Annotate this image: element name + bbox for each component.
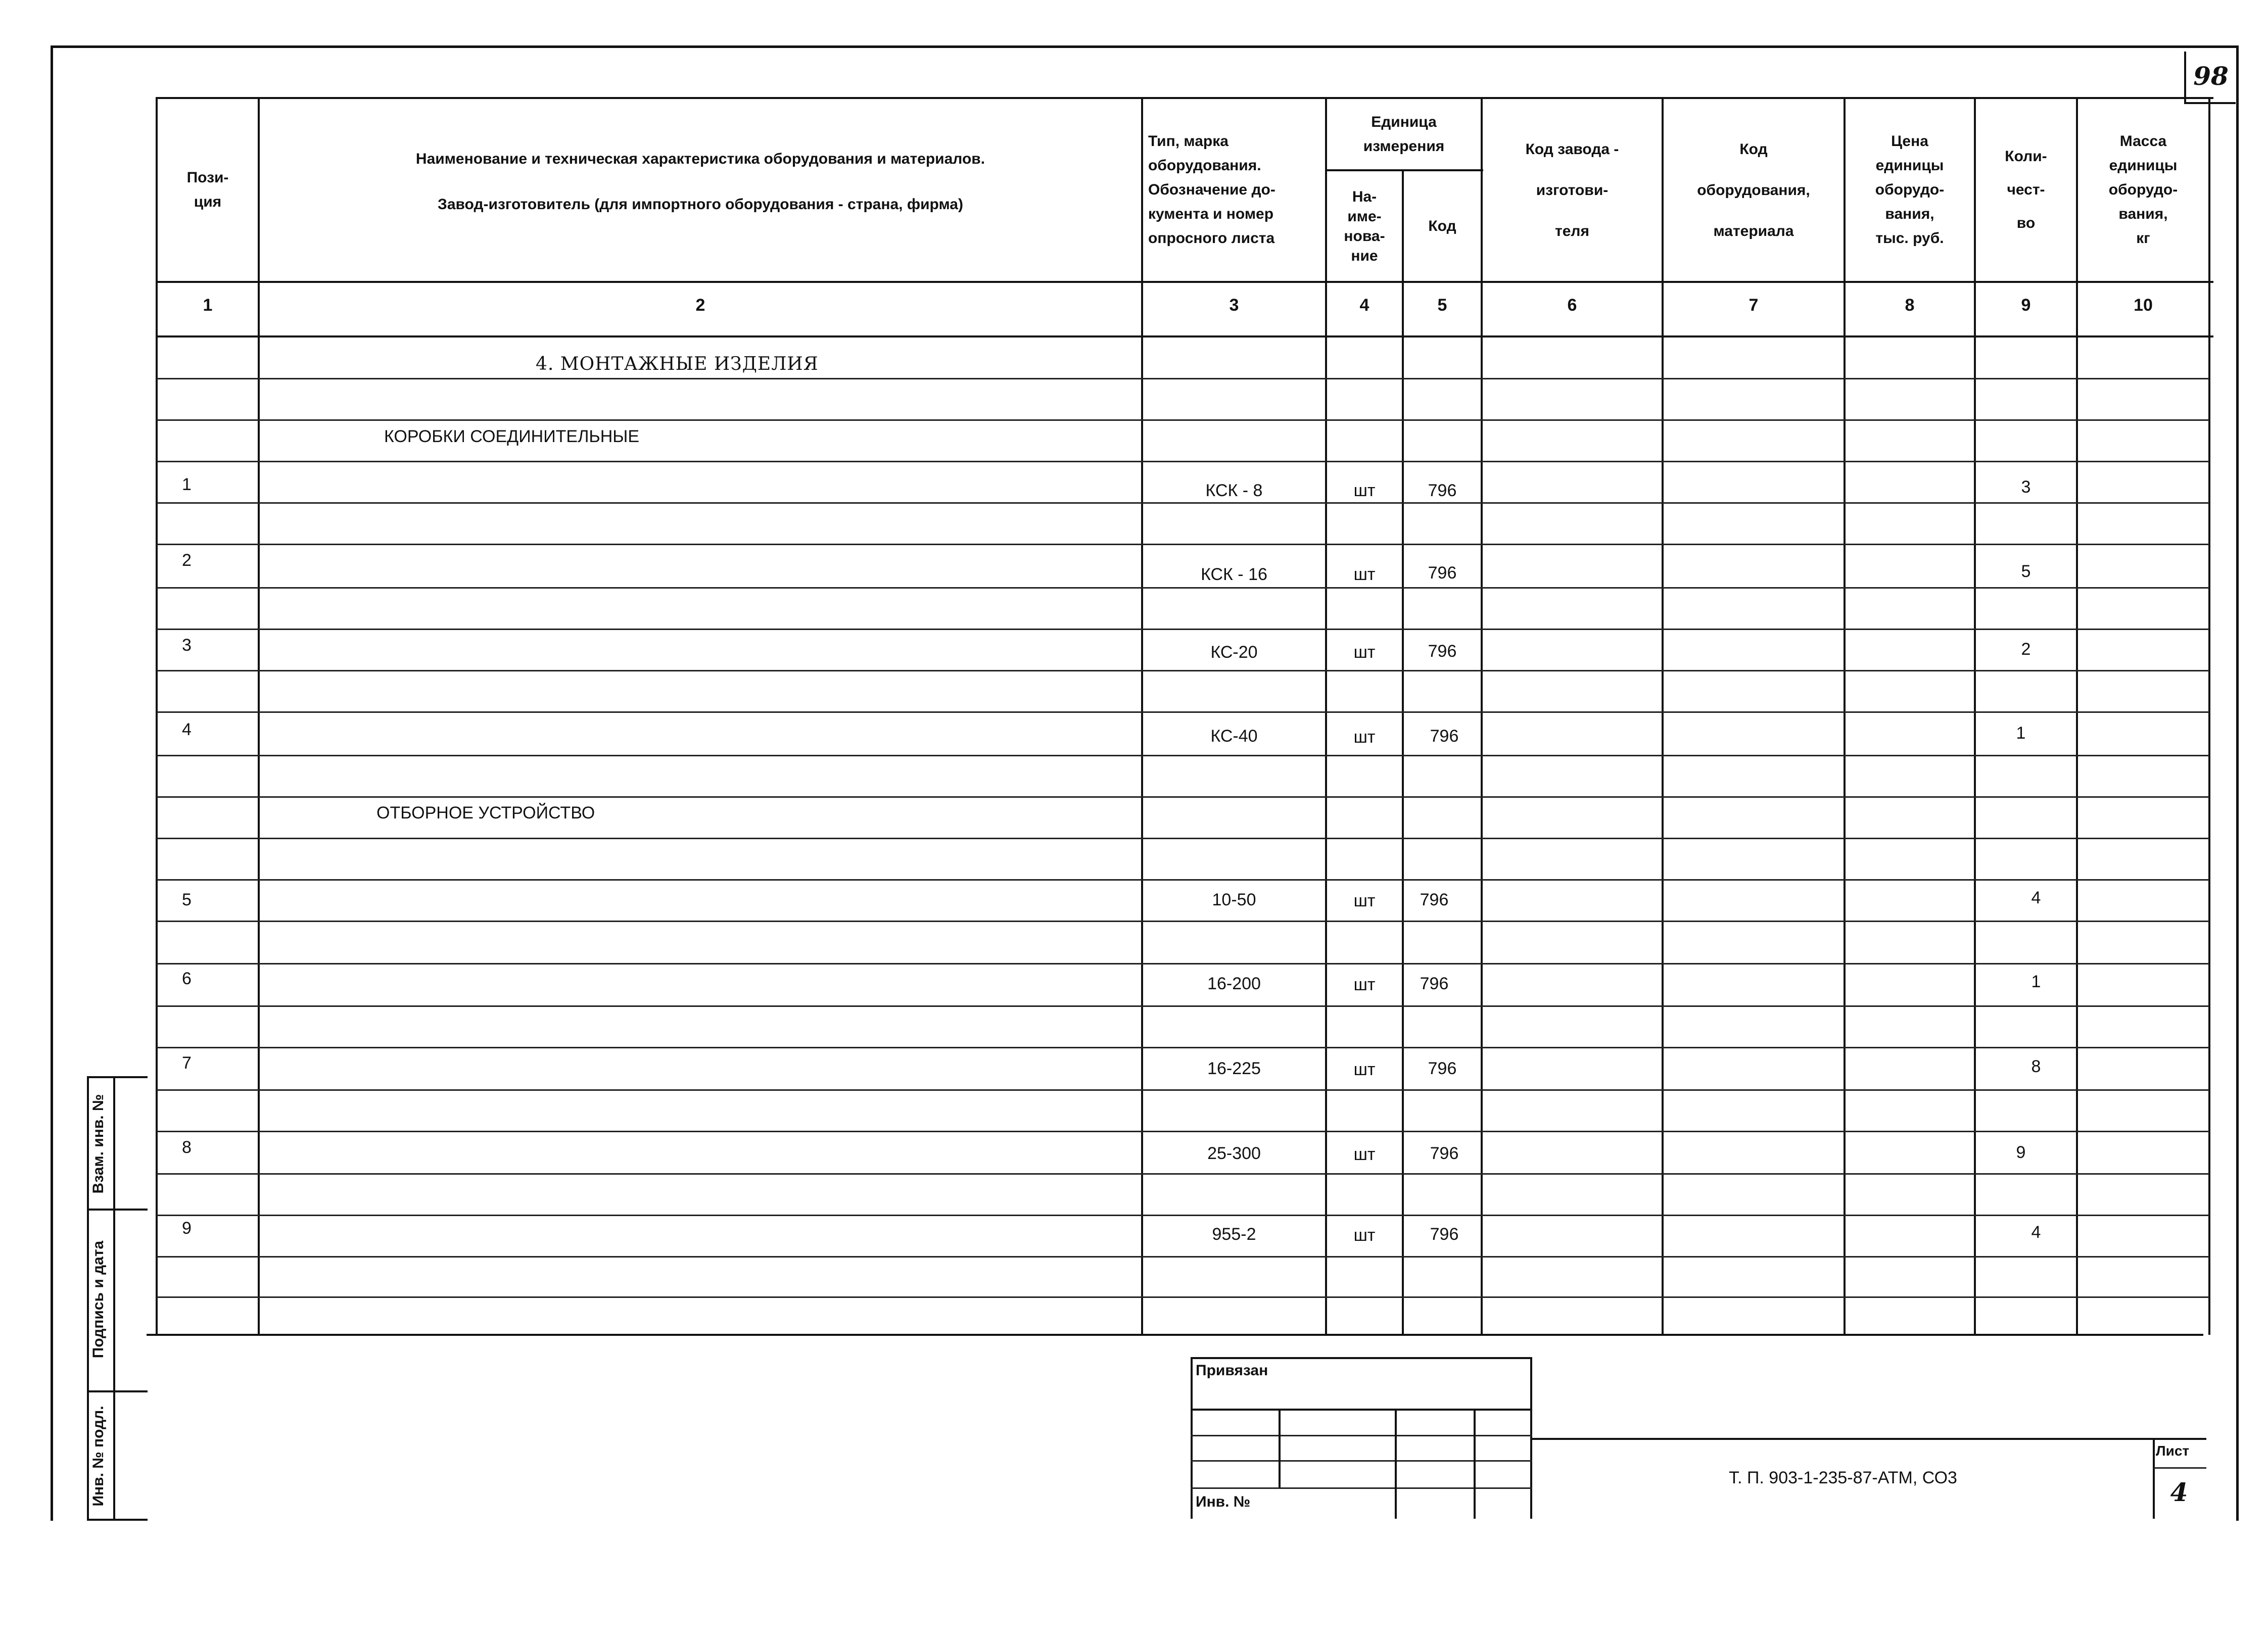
row-code: 796 [1420,974,1449,993]
column-number: 2 [695,296,705,315]
inv-no-label: Инв. № [1196,1493,1251,1510]
row-position: 7 [182,1053,192,1073]
row-unit: шт [1353,643,1376,662]
row-quantity: 3 [2021,477,2031,497]
section-title: 4. МОНТАЖНЫЕ ИЗДЕЛИЯ [536,354,819,374]
column-number: 9 [2021,296,2031,315]
row-position: 8 [182,1138,192,1157]
column-number: 8 [1905,296,1915,315]
side-label-podpis: Подпись и дата [90,1240,107,1359]
header-equipment-code: Код оборудования, материала [1697,140,1810,239]
row-code: 796 [1428,1059,1457,1078]
title-block-line [1191,1435,1532,1436]
title-block-vline [1474,1409,1476,1519]
header-unit-code: Код [1428,217,1456,234]
row-quantity: 1 [2031,972,2041,991]
title-block-line [1191,1409,1532,1411]
row-quantity: 9 [2016,1143,2026,1162]
column-number: 10 [2134,296,2153,315]
row-position: 2 [182,551,192,570]
row-code: 796 [1430,1225,1459,1244]
column-number: 3 [1229,296,1239,315]
row-position: 1 [182,475,192,494]
row-position: 4 [182,720,192,739]
row-code: 796 [1430,1144,1459,1163]
header-position: Пози- ция [186,169,229,210]
row-unit: шт [1353,728,1376,747]
side-label-vzam: Взам. инв. № [90,1094,107,1194]
row-type: КС-20 [1210,643,1258,662]
row-type: КСК - 8 [1205,481,1263,500]
group-title: ОТБОРНОЕ УСТРОЙСТВО [376,803,595,823]
row-type: 16-225 [1207,1059,1261,1078]
row-quantity: 1 [2016,723,2026,743]
row-code: 796 [1428,481,1457,500]
row-quantity: 5 [2021,562,2031,581]
document-code: Т. П. 903-1-235-87-АТМ, СО3 [1729,1468,1957,1487]
row-code: 796 [1428,563,1457,583]
row-unit: шт [1353,1060,1376,1079]
header-mass: Масса единицы оборудо- вания, кг [2108,133,2178,247]
side-stamp-divider [113,1076,115,1521]
title-block-vline [1395,1409,1397,1519]
row-quantity: 4 [2031,888,2041,907]
title-block-line [1191,1460,1532,1462]
row-type: 10-50 [1212,890,1256,909]
title-block-vline [1279,1409,1281,1487]
side-label-inv-podl: Инв. № подл. [90,1406,107,1507]
row-type: 25-300 [1207,1144,1261,1163]
row-position: 6 [182,969,192,988]
header-price: Цена единицы оборудо- вания, тыс. руб. [1875,133,1945,247]
row-unit: шт [1353,481,1376,500]
row-position: 5 [182,890,192,909]
header-factory-code: Код завода - изготови- теля [1525,140,1619,239]
list-value: 4 [2170,1477,2188,1507]
row-code: 796 [1428,642,1457,661]
row-unit: шт [1353,1226,1376,1245]
row-code: 796 [1430,727,1459,746]
header-unit-group: Единица измерения [1363,113,1445,155]
row-position: 3 [182,636,192,655]
list-label: Лист [2156,1443,2190,1459]
row-type: КС-40 [1210,727,1258,746]
header-name-line1: Наименование и техническая характеристика оборудования и материалов. [415,151,985,167]
row-type: 16-200 [1207,974,1261,993]
header-type: Тип, марка оборудования. Обозначение до- кумента и номер опросного листа [1148,133,1275,247]
column-number: 1 [203,296,213,315]
row-unit: шт [1353,1145,1376,1164]
group-title: КОРОБКИ СОЕДИНИТЕЛЬНЫЕ [384,427,640,446]
page-number: 98 [2184,52,2236,104]
column-number: 6 [1567,296,1577,315]
header-quantity: Коли- чест- во [2005,148,2047,231]
list-cell-line [2154,1467,2206,1469]
doc-code-top-line [1532,1438,2206,1440]
row-code: 796 [1420,890,1449,909]
row-unit: шт [1353,891,1376,910]
row-unit: шт [1353,565,1376,584]
row-type: 955-2 [1212,1225,1256,1244]
header-unit-name: На- име- нова- ние [1344,188,1385,264]
column-number: 4 [1359,296,1369,315]
privyazan-label: Привязан [1196,1362,1268,1379]
row-quantity: 8 [2031,1057,2041,1076]
column-number: 7 [1749,296,1759,315]
title-block-line [1191,1487,1532,1489]
row-quantity: 4 [2031,1223,2041,1242]
column-number: 5 [1437,296,1447,315]
header-name-line2: Завод-изготовитель (для импортного оборудования - страна, фирма) [438,196,963,213]
row-unit: шт [1353,975,1376,994]
row-type: КСК - 16 [1201,565,1267,584]
row-quantity: 2 [2021,640,2031,659]
row-position: 9 [182,1219,192,1238]
